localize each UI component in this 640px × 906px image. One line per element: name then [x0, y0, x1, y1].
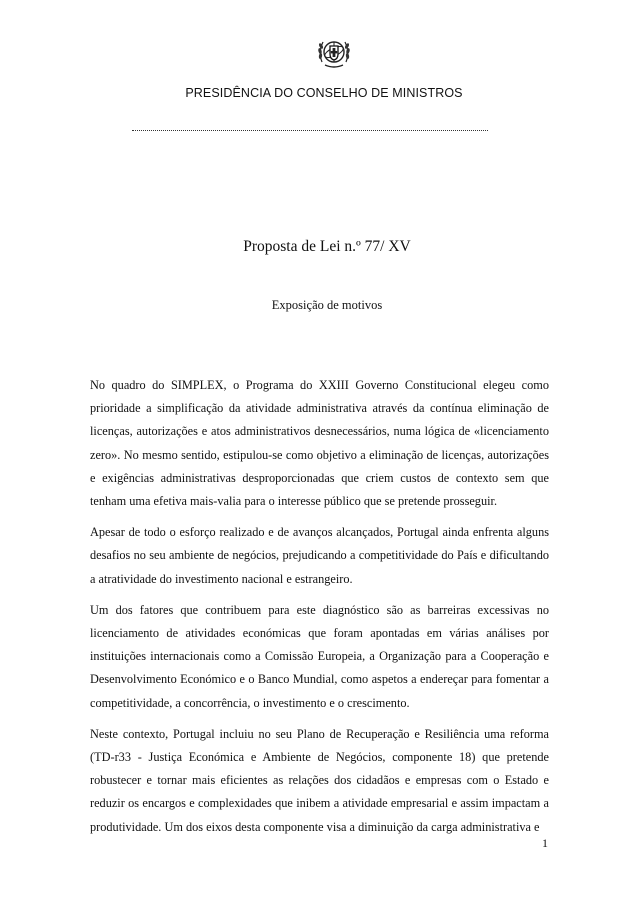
body-paragraph: No quadro do SIMPLEX, o Programa do XXIII Governo Constitucional elegeu como prioridade a simplificação da atividade administrativa através da contínua eliminação de licenças, autorizações e atos administrativos desnecessários, numa lógica de «licenciamento zero». No mesmo sentido, estipulou-se como objetivo a eliminação de licenças, autorizações e exigências administrativas desproporcionadas que criem custos de contexto sem que tenham uma efetiva mais-valia para o interesse público que se pretende prosseguir. — [90, 378, 549, 509]
coat-of-arms-icon — [314, 32, 354, 72]
body-paragraph: Um dos fatores que contribuem para este diagnóstico são as barreiras excessivas no licenciamento de atividades económicas que foram apontadas em várias análises por instituições internacionais como a Comissão Europeia, a Organização para a Cooperação e Desenvolvimento Económico e o Banco Mundial, como aspetos a endereçar para fomentar a competitividade, a concorrência, o investimento e o crescimento. — [90, 602, 549, 710]
body-paragraph: Neste contexto, Portugal incluiu no seu Plano de Recuperação e Resiliência uma reforma (TD-r33 - Justiça Económica e Ambiente de Negócios, componente 18) que pretende robustecer e tornar mais eficientes as relações dos cidadãos e empresas com o Estado e reduzir os encargos e complexidades que inibem a atividade empresarial e assim impactam a produtividade. Um dos eixos desta componente visa a diminuição da carga administrativa e — [90, 726, 549, 834]
header-dotted-rule — [132, 124, 488, 131]
organization-title: PRESIDÊNCIA DO CONSELHO DE MINISTROS — [185, 86, 463, 100]
page-number: 1 — [542, 836, 548, 850]
body-paragraph: Apesar de todo o esforço realizado e de avanços alcançados, Portugal ainda enfrenta alguns desafios no seu ambiente de negócios, prejudicando a competitividade do País e dificultando a atratividade do investimento nacional e estrangeiro. — [90, 525, 549, 586]
document-title: Proposta de Lei n.º 77/ XV — [243, 238, 411, 255]
document-body — [90, 374, 549, 847]
document-subtitle: Exposição de motivos — [271, 298, 383, 312]
